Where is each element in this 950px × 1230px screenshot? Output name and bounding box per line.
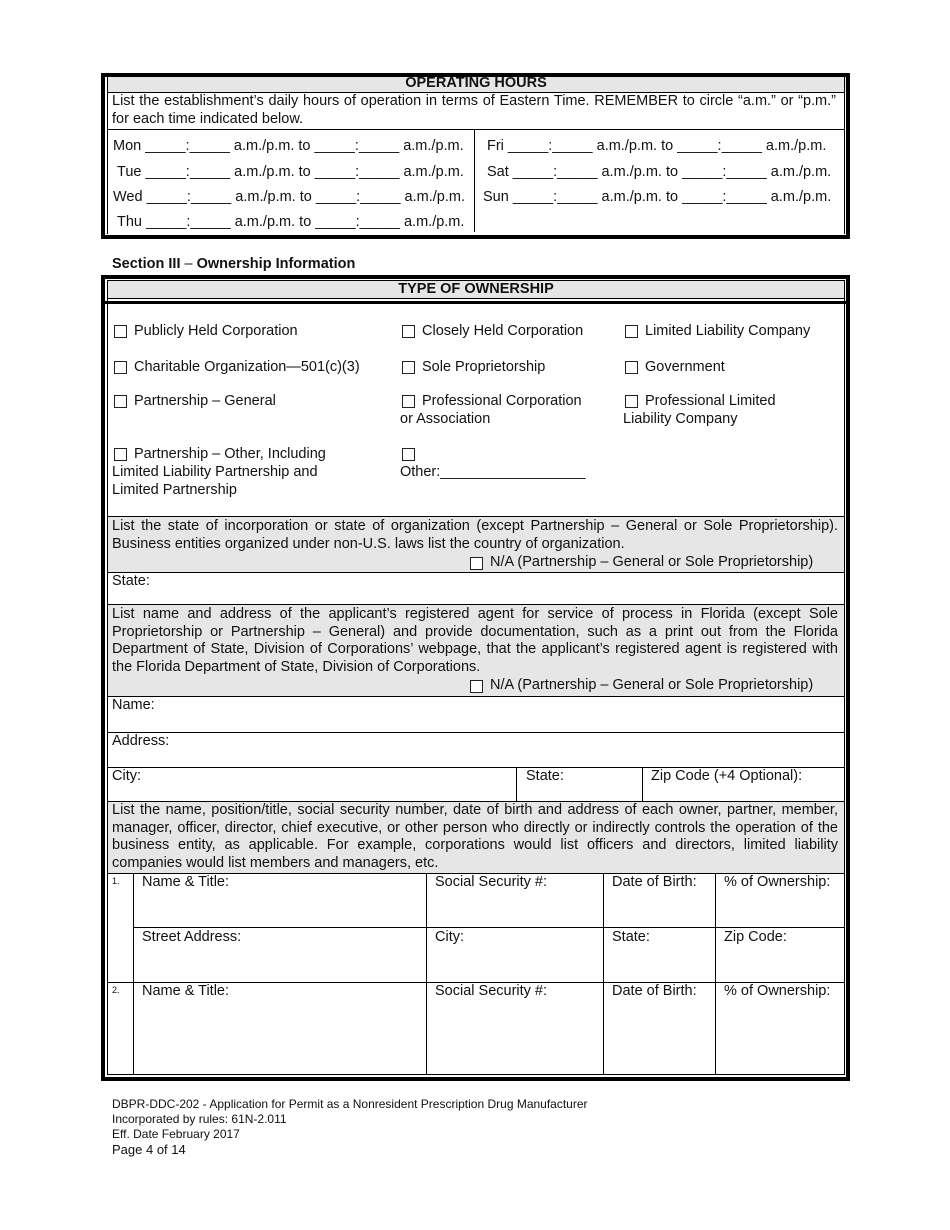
operating-hours-title: OPERATING HOURS <box>405 75 547 91</box>
hours-row-mon[interactable]: Mon _____:_____ a.m./p.m. to _____:_____ a.m./p.m. <box>113 138 464 154</box>
hours-row-tue[interactable]: Tue _____:_____ a.m./p.m. to _____:_____ a.m./p.m. <box>117 164 464 180</box>
incorporation-instructions: List the state of incorporation or state of organization (except Partnership – General or Sole Proprietorship). Business entities organized under non-U.S. laws list the country of organization. <box>112 518 838 552</box>
prof-corp-label-1: Professional Corporation <box>422 393 582 409</box>
incorporation-state-label[interactable]: State: <box>112 573 150 589</box>
owner-1-state[interactable]: State: <box>612 929 650 945</box>
prof-corp-label-2: or Association <box>400 411 491 427</box>
partnership-other-label-2: Limited Liability Partnership and <box>112 464 318 480</box>
pllc-checkbox[interactable] <box>625 395 638 408</box>
divider <box>107 129 845 130</box>
divider <box>516 767 517 801</box>
divider <box>133 873 134 1075</box>
hours-row-fri[interactable]: Fri _____:_____ a.m./p.m. to _____:_____ a.m./p.m. <box>487 138 827 154</box>
section-title <box>112 256 355 272</box>
divider <box>107 572 845 573</box>
charitable-checkbox[interactable] <box>114 361 127 374</box>
hours-row-sun[interactable]: Sun _____:_____ a.m./p.m. to _____:_____ a.m./p.m. <box>483 189 832 205</box>
agent-city-label[interactable]: City: <box>112 768 141 784</box>
registered-agent-instructions: List name and address of the applicant’s registered agent for service of process in Florida (except Sole Proprietorship or Partnership – General) and provide documentation, such as a print out from the Florida Department of State, Division of Corporations’ webpage, that the applicant’s registered agent is registered with the Florida Department of State, Division of Corporations. <box>112 606 838 675</box>
closely-held-label: Closely Held Corporation <box>422 323 584 339</box>
footer-eff-date: Eff. Date February 2017 <box>112 1127 240 1141</box>
hours-row-sat[interactable]: Sat _____:_____ a.m./p.m. to _____:_____ a.m./p.m. <box>487 164 832 180</box>
page-footer <box>112 1097 588 1157</box>
owner-1-ownership-pct[interactable]: % of Ownership: <box>724 874 831 890</box>
owner-1-city[interactable]: City: <box>435 929 464 945</box>
hours-row-thu[interactable]: Thu _____:_____ a.m./p.m. to _____:_____ a.m./p.m. <box>117 214 465 230</box>
owner-1-ssn[interactable]: Social Security #: <box>435 874 548 890</box>
publicly-held-label: Publicly Held Corporation <box>134 323 298 339</box>
divider <box>715 873 716 1075</box>
other-label[interactable]: Other:__________________ <box>400 464 586 480</box>
publicly-held-checkbox[interactable] <box>114 325 127 338</box>
footer-form-title: DBPR-DDC-202 - Application for Permit as a Nonresident Prescription Drug Manufacturer <box>112 1097 588 1111</box>
owner-1-dob[interactable]: Date of Birth: <box>612 874 697 890</box>
sole-prop-label: Sole Proprietorship <box>422 359 546 375</box>
partnership-other-checkbox[interactable] <box>114 448 127 461</box>
agent-address-label[interactable]: Address: <box>112 733 170 749</box>
sole-prop-checkbox[interactable] <box>402 361 415 374</box>
other-checkbox[interactable] <box>402 448 415 461</box>
divider <box>107 298 845 299</box>
divider <box>107 76 108 234</box>
divider <box>133 927 845 928</box>
owner-2-number: 2. <box>112 985 120 995</box>
owner-1-zip[interactable]: Zip Code: <box>724 929 787 945</box>
partnership-other-label-1: Partnership – Other, Including <box>134 446 326 462</box>
prof-corp-checkbox[interactable] <box>402 395 415 408</box>
divider <box>474 129 475 232</box>
divider <box>107 732 845 733</box>
section-title-number: Section III <box>112 256 181 272</box>
incorporation-na-label: N/A (Partnership – General or Sole Proprietorship) <box>490 554 814 570</box>
owner-2-name-title[interactable]: Name & Title: <box>142 983 230 999</box>
divider-thick <box>105 301 846 304</box>
owner-1-street[interactable]: Street Address: <box>142 929 242 945</box>
hours-row-wed[interactable]: Wed _____:_____ a.m./p.m. to _____:_____ a.m./p.m. <box>113 189 465 205</box>
owners-instructions: List the name, position/title, social security number, date of birth and address of each owner, partner, member, manager, officer, director, chief executive, or other person who directly or indirectly controls the operation of the business entity, as applicable. For example, corporations would list officers and directors, limited liability companies would list members and managers, etc. <box>112 802 838 871</box>
partnership-general-checkbox[interactable] <box>114 395 127 408</box>
pllc-label-2: Liability Company <box>623 411 738 427</box>
pllc-label-1: Professional Limited <box>645 393 776 409</box>
llc-checkbox[interactable] <box>625 325 638 338</box>
footer-rules: Incorporated by rules: 61N-2.011 <box>112 1112 287 1126</box>
owner-2-dob[interactable]: Date of Birth: <box>612 983 697 999</box>
owner-1-number: 1. <box>112 876 120 886</box>
section-title-text: Ownership Information <box>196 256 356 272</box>
registered-agent-na-checkbox[interactable] <box>470 680 483 693</box>
incorporation-na-checkbox[interactable] <box>470 557 483 570</box>
registered-agent-na-label: N/A (Partnership – General or Sole Proprietorship) <box>490 677 814 693</box>
divider <box>603 873 604 1075</box>
closely-held-checkbox[interactable] <box>402 325 415 338</box>
owner-1-name-title[interactable]: Name & Title: <box>142 874 230 890</box>
agent-zip-label[interactable]: Zip Code (+4 Optional): <box>651 768 803 784</box>
footer-page-number: Page 4 of 14 <box>112 1142 186 1157</box>
owner-2-ownership-pct[interactable]: % of Ownership: <box>724 983 831 999</box>
ownership-title: TYPE OF OWNERSHIP <box>398 281 554 297</box>
divider <box>642 767 643 801</box>
divider <box>426 873 427 1075</box>
owner-2-ssn[interactable]: Social Security #: <box>435 983 548 999</box>
charitable-label: Charitable Organization—501(c)(3) <box>134 359 360 375</box>
government-checkbox[interactable] <box>625 361 638 374</box>
operating-hours-instructions: List the establishment’s daily hours of operation in terms of Eastern Time. REMEMBER to circle “a.m.” or “p.m.” for each time indicated below. <box>112 93 836 127</box>
partnership-other-label-3: Limited Partnership <box>112 482 237 498</box>
divider <box>844 76 845 234</box>
section-title-dash: – <box>180 256 197 272</box>
agent-name-label[interactable]: Name: <box>112 697 155 713</box>
divider <box>107 696 845 697</box>
government-label: Government <box>645 359 725 375</box>
partnership-general-label: Partnership – General <box>134 393 276 409</box>
agent-state-label[interactable]: State: <box>526 768 564 784</box>
llc-label: Limited Liability Company <box>645 323 811 339</box>
